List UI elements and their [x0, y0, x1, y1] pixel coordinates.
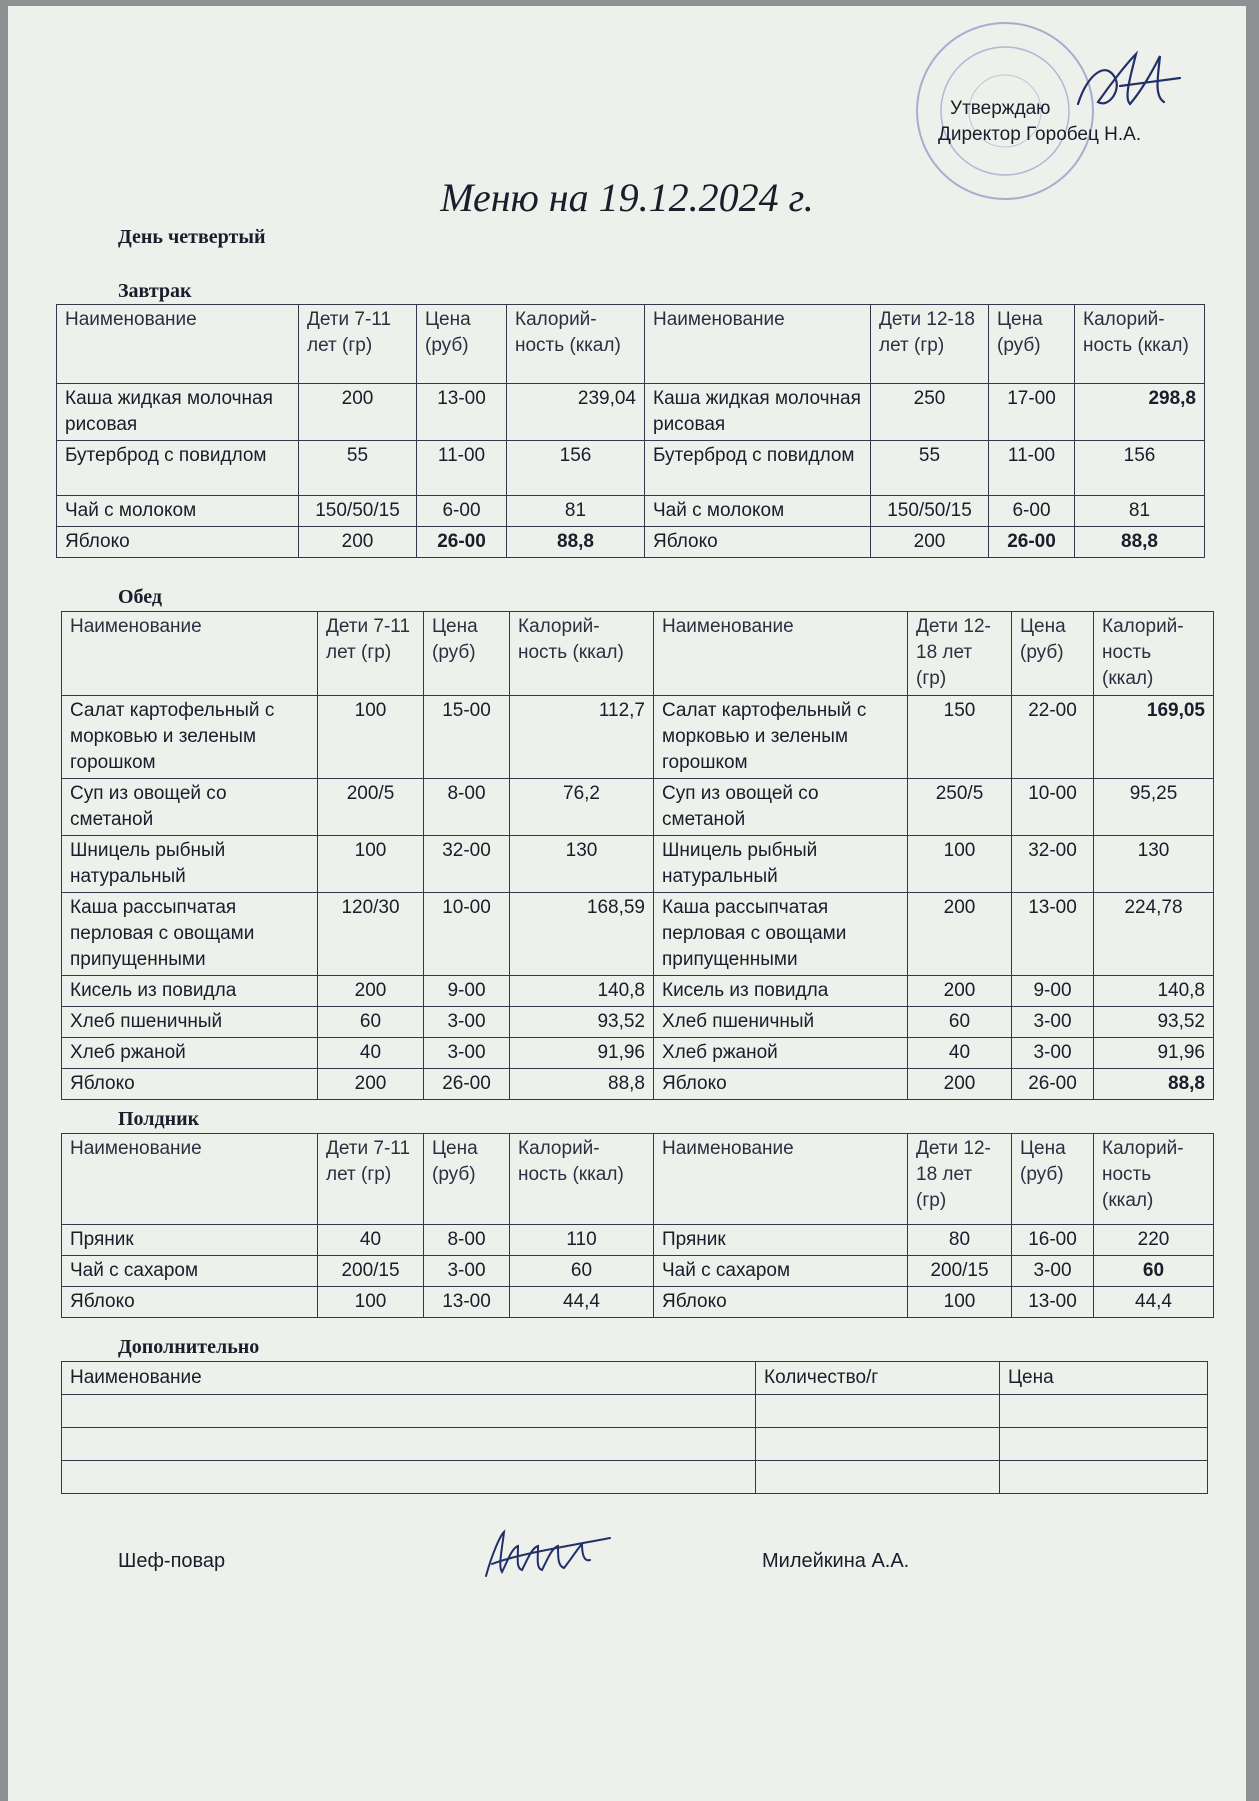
dish-name: Каша рассыпчатая перловая с овощами припущенными [62, 893, 318, 976]
col-header-calories: Калорий-ность (ккал) [1094, 612, 1214, 696]
price: 8-00 [424, 1225, 510, 1256]
calories: 93,52 [1094, 1007, 1214, 1038]
table-row [57, 441, 1205, 496]
lunch-table [61, 611, 1214, 1100]
col-header-price: Цена [1000, 1362, 1208, 1395]
portion: 200 [318, 976, 424, 1007]
document-page [8, 6, 1246, 1801]
portion: 200 [871, 527, 989, 558]
portion: 100 [318, 1287, 424, 1318]
calories: 130 [1094, 836, 1214, 893]
dish-name: Пряник [654, 1225, 908, 1256]
section-label-breakfast: Завтрак [118, 280, 192, 302]
empty-cell [1000, 1461, 1208, 1494]
col-header-kids-12-18: Дети 12-18 лет (гр) [908, 612, 1012, 696]
approval-line-2: Директор Горобец Н.А. [938, 124, 1142, 145]
chef-role: Шеф-повар [118, 1550, 226, 1572]
dish-name: Яблоко [62, 1287, 318, 1318]
calories: 88,8 [1094, 1069, 1214, 1100]
col-header-kids-12-18: Дети 12-18 лет (гр) [871, 305, 989, 384]
calories: 88,8 [510, 1069, 654, 1100]
portion: 55 [871, 441, 989, 496]
breakfast-table [56, 304, 1205, 558]
calories: 298,8 [1075, 384, 1205, 441]
calories: 60 [1094, 1256, 1214, 1287]
calories: 130 [510, 836, 654, 893]
price: 11-00 [989, 441, 1075, 496]
table-row [62, 1428, 1208, 1461]
col-header-calories: Калорий-ность (ккал) [1075, 305, 1205, 384]
table-header-row [62, 1362, 1208, 1395]
col-header-name: Наименование [62, 612, 318, 696]
calories: 88,8 [1075, 527, 1205, 558]
dish-name: Чай с молоком [645, 496, 871, 527]
calories: 88,8 [507, 527, 645, 558]
page-title: Меню на 19.12.2024 г. [440, 175, 814, 220]
dish-name: Хлеб ржаной [62, 1038, 318, 1069]
portion: 100 [318, 836, 424, 893]
calories: 220 [1094, 1225, 1214, 1256]
portion: 200 [908, 976, 1012, 1007]
day-label: День четвертый [118, 226, 266, 248]
section-label-snack: Полдник [118, 1108, 200, 1130]
dish-name: Пряник [62, 1225, 318, 1256]
col-header-calories: Калорий-ность (ккал) [507, 305, 645, 384]
dish-name: Шницель рыбный натуральный [62, 836, 318, 893]
price: 9-00 [424, 976, 510, 1007]
price: 3-00 [424, 1038, 510, 1069]
table-row [62, 1287, 1214, 1318]
portion: 40 [318, 1038, 424, 1069]
col-header-kids-7-11: Дети 7-11 лет (гр) [318, 1134, 424, 1225]
price: 3-00 [424, 1007, 510, 1038]
table-row [62, 1256, 1214, 1287]
table-row [62, 893, 1214, 976]
price: 6-00 [989, 496, 1075, 527]
col-header-calories: Калорий-ность (ккал) [1094, 1134, 1214, 1225]
portion: 200/5 [318, 779, 424, 836]
dish-name: Каша рассыпчатая перловая с овощами припущенными [654, 893, 908, 976]
calories: 156 [507, 441, 645, 496]
dish-name: Яблоко [645, 527, 871, 558]
col-header-name: Наименование [654, 1134, 908, 1225]
table-row [57, 496, 1205, 527]
calories: 91,96 [510, 1038, 654, 1069]
calories: 60 [510, 1256, 654, 1287]
price: 3-00 [1012, 1256, 1094, 1287]
dish-name: Салат картофельный с морковью и зеленым горошком [654, 696, 908, 779]
empty-cell [1000, 1428, 1208, 1461]
table-row [62, 1395, 1208, 1428]
calories: 76,2 [510, 779, 654, 836]
portion: 100 [908, 1287, 1012, 1318]
price: 26-00 [1012, 1069, 1094, 1100]
section-label-lunch: Обед [118, 586, 163, 608]
empty-cell [62, 1428, 756, 1461]
col-header-calories: Калорий-ность (ккал) [510, 1134, 654, 1225]
calories: 112,7 [510, 696, 654, 779]
chef-name: Милейкина А.А. [762, 1550, 910, 1572]
table-row [62, 1007, 1214, 1038]
empty-cell [756, 1395, 1000, 1428]
empty-cell [756, 1428, 1000, 1461]
dish-name: Чай с сахаром [62, 1256, 318, 1287]
price: 11-00 [417, 441, 507, 496]
price: 16-00 [1012, 1225, 1094, 1256]
portion: 250/5 [908, 779, 1012, 836]
table-row [62, 696, 1214, 779]
empty-cell [756, 1461, 1000, 1494]
portion: 150/50/15 [299, 496, 417, 527]
calories: 156 [1075, 441, 1205, 496]
portion: 200/15 [318, 1256, 424, 1287]
calories: 81 [1075, 496, 1205, 527]
dish-name: Чай с молоком [57, 496, 299, 527]
portion: 200 [299, 527, 417, 558]
price: 13-00 [1012, 1287, 1094, 1318]
table-row [62, 1038, 1214, 1069]
empty-cell [1000, 1395, 1208, 1428]
table-row [62, 1461, 1208, 1494]
approval-line-1: Утверждаю [950, 98, 1051, 119]
dish-name: Хлеб пшеничный [62, 1007, 318, 1038]
col-header-quantity: Количество/г [756, 1362, 1000, 1395]
calories: 169,05 [1094, 696, 1214, 779]
calories: 44,4 [1094, 1287, 1214, 1318]
dish-name: Каша жидкая молочная рисовая [57, 384, 299, 441]
col-header-price: Цена (руб) [424, 612, 510, 696]
col-header-price: Цена (руб) [989, 305, 1075, 384]
price: 22-00 [1012, 696, 1094, 779]
portion: 150/50/15 [871, 496, 989, 527]
dish-name: Бутерброд с повидлом [57, 441, 299, 496]
price: 10-00 [424, 893, 510, 976]
table-header-row [62, 612, 1214, 696]
col-header-price: Цена (руб) [1012, 612, 1094, 696]
portion: 80 [908, 1225, 1012, 1256]
price: 3-00 [1012, 1038, 1094, 1069]
dish-name: Яблоко [654, 1069, 908, 1100]
table-row [62, 1225, 1214, 1256]
empty-cell [62, 1395, 756, 1428]
col-header-name: Наименование [62, 1134, 318, 1225]
dish-name: Бутерброд с повидлом [645, 441, 871, 496]
dish-name: Кисель из повидла [62, 976, 318, 1007]
price: 17-00 [989, 384, 1075, 441]
portion: 100 [908, 836, 1012, 893]
calories: 140,8 [510, 976, 654, 1007]
table-row [62, 1069, 1214, 1100]
table-row [57, 384, 1205, 441]
calories: 110 [510, 1225, 654, 1256]
portion: 40 [908, 1038, 1012, 1069]
portion: 200 [908, 1069, 1012, 1100]
calories: 239,04 [507, 384, 645, 441]
calories: 224,78 [1094, 893, 1214, 976]
dish-name: Хлеб пшеничный [654, 1007, 908, 1038]
col-header-price: Цена (руб) [417, 305, 507, 384]
calories: 140,8 [1094, 976, 1214, 1007]
price: 6-00 [417, 496, 507, 527]
col-header-kids-7-11: Дети 7-11 лет (гр) [299, 305, 417, 384]
dish-name: Яблоко [62, 1069, 318, 1100]
price: 13-00 [1012, 893, 1094, 976]
price: 26-00 [424, 1069, 510, 1100]
price: 32-00 [424, 836, 510, 893]
price: 15-00 [424, 696, 510, 779]
col-header-name: Наименование [62, 1362, 756, 1395]
price: 26-00 [417, 527, 507, 558]
calories: 44,4 [510, 1287, 654, 1318]
col-header-kids-12-18: Дети 12-18 лет (гр) [908, 1134, 1012, 1225]
col-header-kids-7-11: Дети 7-11 лет (гр) [318, 612, 424, 696]
calories: 91,96 [1094, 1038, 1214, 1069]
table-row [62, 836, 1214, 893]
calories: 81 [507, 496, 645, 527]
dish-name: Кисель из повидла [654, 976, 908, 1007]
price: 9-00 [1012, 976, 1094, 1007]
price: 8-00 [424, 779, 510, 836]
price: 26-00 [989, 527, 1075, 558]
col-header-price: Цена (руб) [424, 1134, 510, 1225]
calories: 93,52 [510, 1007, 654, 1038]
empty-cell [62, 1461, 756, 1494]
dish-name: Яблоко [654, 1287, 908, 1318]
price: 32-00 [1012, 836, 1094, 893]
col-header-price: Цена (руб) [1012, 1134, 1094, 1225]
calories: 95,25 [1094, 779, 1214, 836]
dish-name: Салат картофельный с морковью и зеленым горошком [62, 696, 318, 779]
calories: 168,59 [510, 893, 654, 976]
portion: 200 [318, 1069, 424, 1100]
price: 13-00 [424, 1287, 510, 1318]
portion: 150 [908, 696, 1012, 779]
col-header-name: Наименование [57, 305, 299, 384]
chef-signature [478, 1524, 618, 1584]
portion: 60 [908, 1007, 1012, 1038]
dish-name: Яблоко [57, 527, 299, 558]
table-header-row [57, 305, 1205, 384]
col-header-name: Наименование [645, 305, 871, 384]
portion: 60 [318, 1007, 424, 1038]
portion: 120/30 [318, 893, 424, 976]
price: 10-00 [1012, 779, 1094, 836]
col-header-name: Наименование [654, 612, 908, 696]
price: 13-00 [417, 384, 507, 441]
dish-name: Каша жидкая молочная рисовая [645, 384, 871, 441]
portion: 200 [299, 384, 417, 441]
snack-table [61, 1133, 1214, 1318]
table-row [62, 779, 1214, 836]
dish-name: Суп из овощей со сметаной [654, 779, 908, 836]
dish-name: Чай с сахаром [654, 1256, 908, 1287]
table-row [57, 527, 1205, 558]
section-label-extra: Дополнительно [118, 1336, 260, 1358]
portion: 200/15 [908, 1256, 1012, 1287]
dish-name: Хлеб ржаной [654, 1038, 908, 1069]
portion: 200 [908, 893, 1012, 976]
dish-name: Шницель рыбный натуральный [654, 836, 908, 893]
price: 3-00 [424, 1256, 510, 1287]
table-header-row [62, 1134, 1214, 1225]
portion: 250 [871, 384, 989, 441]
col-header-calories: Калорий-ность (ккал) [510, 612, 654, 696]
director-signature [1068, 42, 1188, 122]
portion: 40 [318, 1225, 424, 1256]
table-row [62, 976, 1214, 1007]
portion: 100 [318, 696, 424, 779]
dish-name: Суп из овощей со сметаной [62, 779, 318, 836]
extra-table [61, 1361, 1208, 1494]
portion: 55 [299, 441, 417, 496]
price: 3-00 [1012, 1007, 1094, 1038]
